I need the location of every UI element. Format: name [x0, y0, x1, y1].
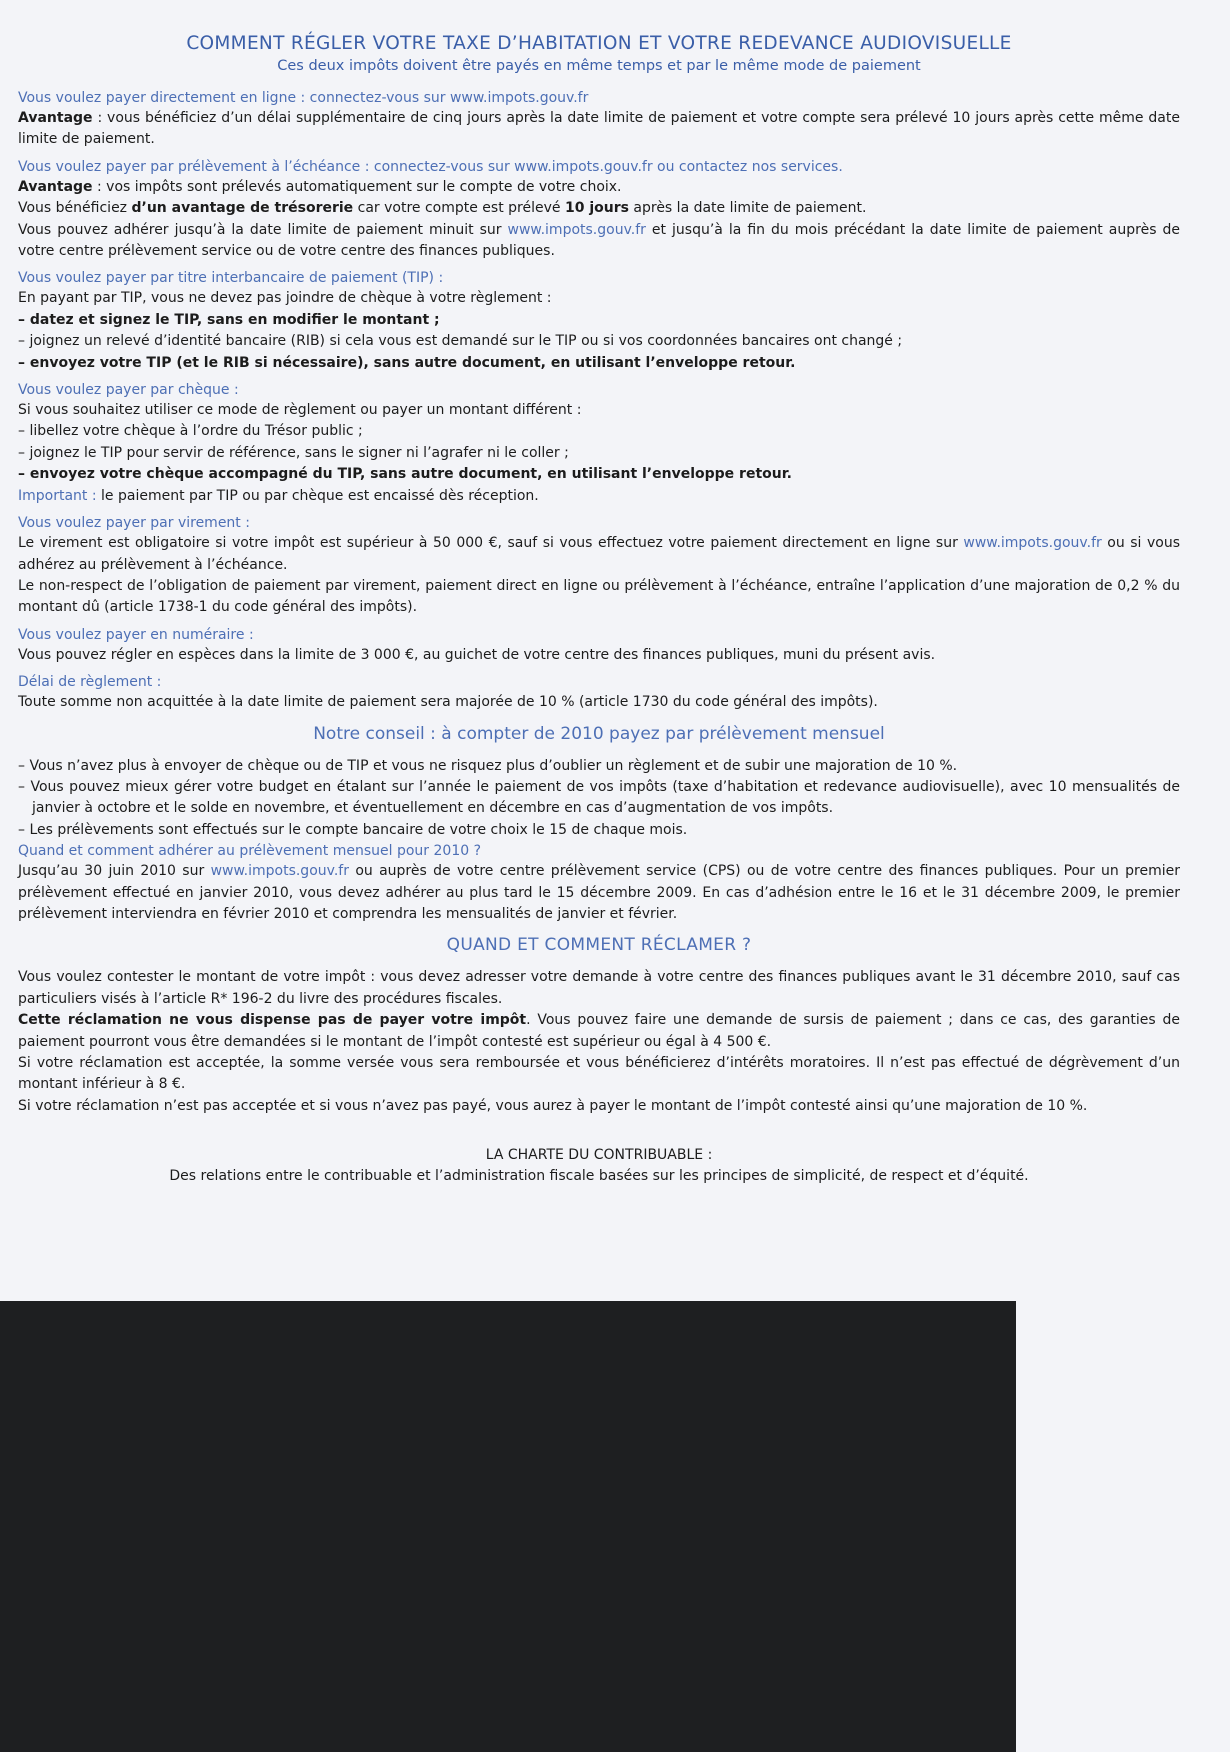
cheque-intro: Si vous souhaitez utiliser ce mode de règlement ou payer un montant différent :: [18, 402, 582, 419]
heading-cheque: Vous voulez payer par chèque :: [18, 382, 239, 399]
advice-item-3: – Les prélèvements sont effectués sur le compte bancaire de votre choix le 15 de chaque mois.: [18, 821, 688, 838]
heading-tip: Vous voulez payer par titre interbancaire de paiement (TIP) :: [18, 270, 444, 287]
charter-text: Des relations entre le contribuable et l’administration fiscale basées sur les principes de simplicité, de respect et d’équité.: [169, 1168, 1029, 1185]
cheque-important: Important : le paiement par TIP ou par chèque est encaissé dès réception.: [18, 487, 539, 504]
cheque-item-1: – libellez votre chèque à l’ordre du Trésor public ;: [18, 423, 363, 440]
cheque-item-2: – joignez le TIP pour servir de référence, sans le signer ni l’agrafer ni le coller ;: [18, 444, 569, 461]
cash-text: Vous pouvez régler en espèces dans la limite de 3 000 €, au guichet de votre centre des finances publiques, muni du présent avis.: [18, 646, 936, 663]
advice-item-1: – Vous n’avez plus à envoyer de chèque ou de TIP et vous ne risquez plus d’oublier un règlement et de subir une majoration de 10 %.: [18, 757, 958, 774]
claim-p4: Si votre réclamation n’est pas acceptée et si vous n’avez pas payé, vous aurez à payer le montant de l’impôt contesté ainsi qu’une majoration de 10 %.: [18, 1097, 1088, 1114]
claim-heading: QUAND ET COMMENT RÉCLAMER ?: [446, 935, 752, 956]
online-paragraph: Avantage : vous bénéficiez d’un délai supplémentaire de cinq jours après la date limite de paiement et votre compte sera prélevé 10 jours après cette même date limite de paiement.: [18, 110, 1180, 148]
redacted-block: [0, 1301, 1016, 1752]
transfer-line1: Le virement est obligatoire si votre impôt est supérieur à 50 000 €, sauf si vous effectuez votre paiement directement en ligne sur www.impots.gouv.fr ou si vous adhérez au prélèvement à l’échéance.: [18, 535, 1180, 573]
advice-heading: Notre conseil : à compter de 2010 payez par prélèvement mensuel: [313, 723, 885, 744]
advice-item-2: – Vous pouvez mieux gérer votre budget en étalant sur l’année le paiement de vos impôts (taxe d’habitation et redevance audiovisuelle), avec 10 mensualités de janvier à octobre et le solde en novembre, et éventuellement en décembre en cas d’augmentation de vos impôts.: [18, 778, 1180, 817]
tip-item-2: – joignez un relevé d’identité bancaire (RIB) si cela vous est demandé sur le TIP ou si vos coordonnées bancaires ont changé ;: [18, 333, 903, 350]
claim-p3: Si votre réclamation est acceptée, la somme versée vous sera remboursée et vous bénéficierez d’intérêts moratoires. Il n’est pas effectué de dégrèvement d’un montant inférieur à 8 €.: [18, 1055, 1180, 1093]
advice-subheading: Quand et comment adhérer au prélèvement mensuel pour 2010 ?: [18, 843, 482, 860]
heading-cash: Vous voulez payer en numéraire :: [18, 626, 254, 643]
claim-p1: Vous voulez contester le montant de votre impôt : vous devez adresser votre demande à votre centre des finances publiques avant le 31 décembre 2010, sauf cas particuliers visés à l’article R* 196-2 du livre des procédures fiscales.: [18, 969, 1180, 1007]
direct-debit-line2: Vous bénéficiez d’un avantage de trésorerie car votre compte est prélevé 10 jours après la date limite de paiement.: [18, 200, 867, 217]
heading-deadline: Délai de règlement :: [18, 674, 162, 691]
direct-debit-line1: Avantage : vos impôts sont prélevés automatiquement sur le compte de votre choix.: [18, 178, 622, 195]
tip-item-3: – envoyez votre TIP (et le RIB si nécessaire), sans autre document, en utilisant l’enveloppe retour.: [18, 354, 796, 371]
heading-online: Vous voulez payer directement en ligne : connectez-vous sur www.impots.gouv.fr: [18, 90, 589, 106]
charter-title: LA CHARTE DU CONTRIBUABLE :: [485, 1147, 713, 1164]
claim-p2: Cette réclamation ne vous dispense pas de payer votre impôt. Vous pouvez faire une demande de sursis de paiement ; dans ce cas, des garanties de paiement pourront vous être demandées si le montant de l’impôt contesté est supérieur ou égal à 4 500 €.: [18, 1012, 1180, 1050]
impots-link[interactable]: www.impots.gouv.fr: [210, 863, 349, 880]
cheque-item-3: – envoyez votre chèque accompagné du TIP, sans autre document, en utilisant l’enveloppe retour.: [18, 466, 792, 483]
impots-link[interactable]: www.impots.gouv.fr: [507, 221, 646, 238]
page-title: COMMENT RÉGLER VOTRE TAXE D’HABITATION ET VOTRE REDEVANCE AUDIOVISUELLE: [186, 33, 1012, 54]
advice-text: Jusqu’au 30 juin 2010 sur www.impots.gouv.fr ou auprès de votre centre prélèvement service (CPS) ou de votre centre des finances publiques. Pour un premier prélèvement effectué en janvier 2010, vous devez adhérer au plus tard le 15 décembre 2009. En cas d’adhésion entre le 16 et le 31 décembre 2009, le premier prélèvement interviendra en février 2010 et comprendra les mensualités de janvier et février.: [18, 863, 1180, 922]
document-page: [18, 26, 1180, 1187]
tip-intro: En payant par TIP, vous ne devez pas joindre de chèque à votre règlement :: [18, 290, 552, 307]
transfer-line2: Le non-respect de l’obligation de paiement par virement, paiement direct en ligne ou prélèvement à l’échéance, entraîne l’application d’une majoration de 0,2 % du montant dû (article 1738-1 du code général des impôts).: [18, 577, 1180, 616]
page-subtitle: Ces deux impôts doivent être payés en même temps et par le même mode de paiement: [277, 58, 921, 74]
heading-direct-debit: Vous voulez payer par prélèvement à l’échéance : connectez-vous sur www.impots.gouv.fr ou contactez nos services.: [18, 158, 843, 175]
direct-debit-line3: Vous pouvez adhérer jusqu’à la date limite de paiement minuit sur www.impots.gouv.fr et jusqu’à la fin du mois précédant la date limite de paiement auprès de votre centre prélèvement service ou de votre centre des finances publiques.: [18, 221, 1180, 260]
deadline-text: Toute somme non acquittée à la date limite de paiement sera majorée de 10 % (article 1730 du code général des impôts).: [18, 694, 878, 711]
tip-item-1: – datez et signez le TIP, sans en modifier le montant ;: [18, 311, 440, 328]
heading-transfer: Vous voulez payer par virement :: [18, 515, 250, 532]
impots-link[interactable]: www.impots.gouv.fr: [963, 535, 1102, 552]
